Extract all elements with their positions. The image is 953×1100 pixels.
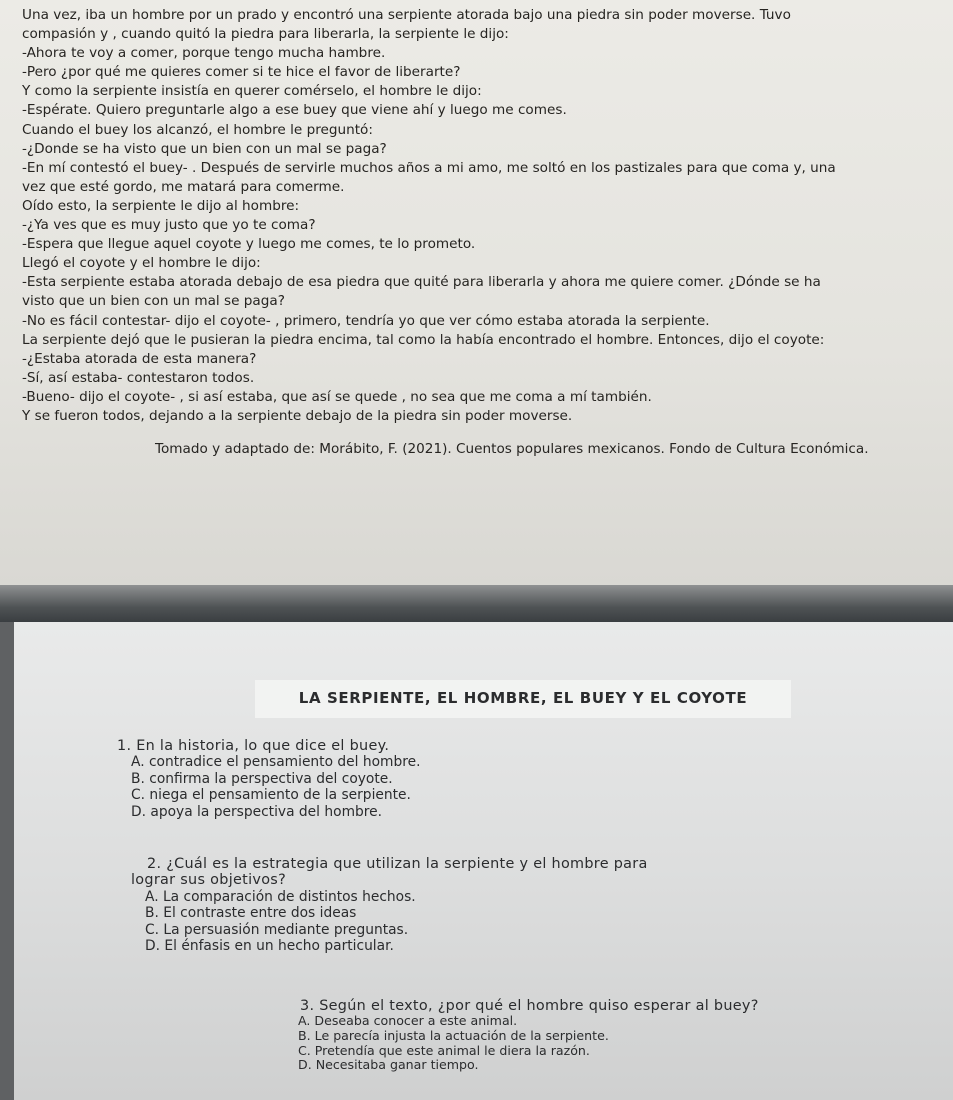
option-d[interactable]: D. apoya la perspectiva del hombre.	[131, 803, 383, 820]
question-stem: 3. Según el texto, ¿por qué el hombre quiso esperar al buey?	[300, 998, 759, 1014]
option-c[interactable]: C. La persuasión mediante preguntas.	[145, 921, 409, 938]
option-d[interactable]: D. El énfasis en un hecho particular.	[145, 938, 394, 955]
story-line: -¿Estaba atorada de esta manera?	[22, 350, 257, 367]
story-line: visto que un bien con un mal se paga?	[22, 293, 285, 310]
story-line: Oído esto, la serpiente le dijo al hombre:	[22, 197, 300, 214]
story-line: -Bueno- dijo el coyote- , si así estaba, que así se quede , no sea que me coma a mí también.	[22, 388, 652, 405]
question-1	[117, 738, 421, 820]
page-gap	[0, 585, 953, 622]
question-2	[131, 856, 648, 954]
worksheet-title: LA SERPIENTE, EL HOMBRE, EL BUEY Y EL COYOTE	[255, 680, 791, 718]
story-line: compasión y , cuando quitó la piedra para liberarla, la serpiente le dijo:	[22, 26, 509, 43]
option-a[interactable]: A. contradice el pensamiento del hombre.	[131, 754, 421, 771]
question-stem: 2. ¿Cuál es la estrategia que utilizan la serpiente y el hombre para	[147, 856, 648, 872]
story-line: -No es fácil contestar- dijo el coyote- , primero, tendría yo que ver cómo estaba atorada la serpiente.	[22, 312, 710, 329]
story-line: vez que esté gordo, me matará para comerme.	[22, 178, 345, 195]
story-line: Y se fueron todos, dejando a la serpiente debajo de la piedra sin poder moverse.	[22, 407, 573, 424]
option-c[interactable]: C. niega el pensamiento de la serpiente.	[131, 787, 411, 804]
question-stem: 1. En la historia, lo que dice el buey.	[117, 738, 390, 754]
story-line: -¿Donde se ha visto que un bien con un mal se paga?	[22, 140, 387, 157]
question-3	[284, 998, 759, 1073]
story-line: -Sí, así estaba- contestaron todos.	[22, 369, 255, 386]
question-stem-continued: lograr sus objetivos?	[131, 872, 287, 889]
story-line: -¿Ya ves que es muy justo que yo te coma?	[22, 217, 316, 234]
option-b[interactable]: B. El contraste entre dos ideas	[145, 905, 357, 922]
story-line: -Pero ¿por qué me quieres comer si te hice el favor de liberarte?	[22, 64, 461, 81]
worksheet-page	[14, 622, 953, 1100]
story-line: -Espera que llegue aquel coyote y luego me comes, te lo prometo.	[22, 236, 476, 253]
story-line: Una vez, iba un hombre por un prado y encontró una serpiente atorada bajo una piedra sin poder moverse. Tuvo	[22, 7, 791, 23]
story-line: La serpiente dejó que le pusieran la piedra encima, tal como la había encontrado el hombre. Entonces, dijo el coyote:	[22, 331, 825, 348]
story-line: Y como la serpiente insistía en querer comérselo, el hombre le dijo:	[22, 83, 482, 100]
story-line: Cuando el buey los alcanzó, el hombre le preguntó:	[22, 121, 373, 138]
option-b[interactable]: B. Le parecía injusta la actuación de la serpiente.	[298, 1028, 609, 1043]
citation: Tomado y adaptado de: Morábito, F. (2021). Cuentos populares mexicanos. Fondo de Cultura Económica.	[155, 441, 869, 458]
story-line: -Ahora te voy a comer, porque tengo mucha hambre.	[22, 45, 386, 62]
option-c[interactable]: C. Pretendía que este animal le diera la razón.	[298, 1042, 590, 1058]
story-line: -Esta serpiente estaba atorada debajo de esa piedra que quité para liberarla y ahora me quiere comer. ¿Dónde se ha	[22, 274, 821, 291]
option-a[interactable]: A. Deseaba conocer a este animal.	[298, 1013, 518, 1029]
story-line: -Espérate. Quiero preguntarle algo a ese buey que viene ahí y luego me comes.	[22, 102, 567, 119]
option-b[interactable]: B. confirma la perspectiva del coyote.	[131, 770, 393, 787]
option-d[interactable]: D. Necesitaba ganar tiempo.	[298, 1057, 479, 1073]
option-a[interactable]: A. La comparación de distintos hechos.	[145, 888, 416, 905]
story-line: Llegó el coyote y el hombre le dijo:	[22, 255, 261, 272]
story-line: -En mí contestó el buey- . Después de servirle muchos años a mi amo, me soltó en los pastizales para que coma y, una	[22, 159, 836, 176]
